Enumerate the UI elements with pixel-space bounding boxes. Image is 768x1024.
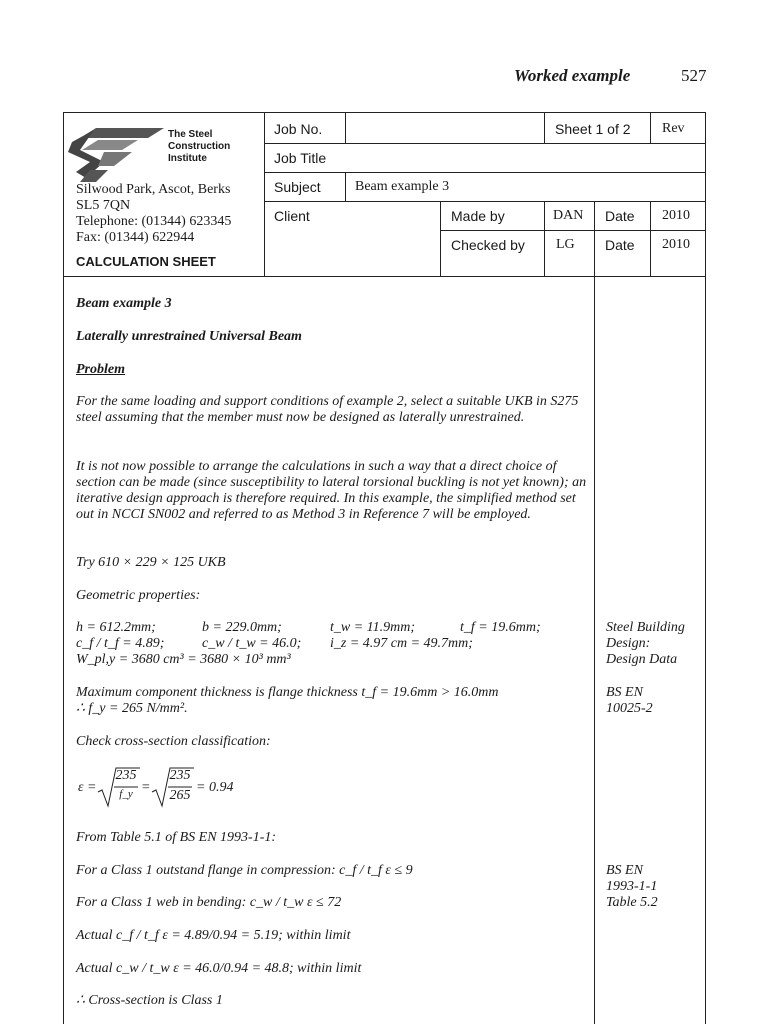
conclusion: ∴ Cross-section is Class 1: [76, 993, 223, 1008]
calculation-sheet-label: CALCULATION SHEET: [76, 254, 216, 269]
problem-heading-text: Problem: [76, 362, 125, 377]
sheet-label: Sheet 1 of 2: [555, 121, 631, 137]
geom-cw-tw: c_w / t_w = 46.0;: [202, 636, 302, 651]
actual-web-check: Actual c_w / t_w ε = 46.0/0.94 = 48.8; within limit: [76, 961, 362, 976]
geom-cf-tf: c_f / t_f = 4.89;: [76, 636, 165, 651]
geom-h: h = 612.2mm;: [76, 620, 156, 635]
date-label-2: Date: [605, 237, 635, 253]
frame-top: [63, 112, 705, 113]
job-no-label: Job No.: [274, 121, 323, 137]
table-reference: From Table 5.1 of BS EN 1993-1-1:: [76, 830, 277, 845]
jobno-divider: [345, 112, 346, 143]
client-label: Client: [274, 208, 310, 224]
address-line-4: Fax: (01344) 622944: [76, 230, 195, 245]
subject-divider: [345, 172, 346, 201]
geom-b: b = 229.0mm;: [202, 620, 282, 635]
geom-tw: t_w = 11.9mm;: [330, 620, 416, 635]
side-ref-1-line-3: Design Data: [606, 652, 678, 667]
geometric-heading: Geometric properties:: [76, 588, 201, 603]
logo-line-3: Institute: [168, 153, 207, 164]
page-number: 527: [681, 66, 707, 85]
made-divider: [544, 201, 545, 276]
made-by-value: DAN: [553, 208, 584, 223]
made-by-label: Made by: [451, 208, 505, 224]
rev-label: Rev: [662, 121, 685, 136]
problem-heading: [76, 362, 588, 378]
sci-logo: [68, 126, 164, 184]
subject-value: Beam example 3: [355, 179, 450, 194]
client-divider: [440, 201, 441, 276]
row-line-1: [264, 143, 705, 144]
epsilon-den-1: f_y: [119, 788, 133, 800]
epsilon-den-2: 265: [169, 788, 191, 803]
date-divider: [650, 201, 651, 276]
checked-by-value: LG: [556, 237, 575, 252]
class1-web-limit: For a Class 1 web in bending: c_w / t_w ε ≤ 72: [76, 895, 342, 910]
side-ref-bs-en-10025: [606, 685, 702, 717]
problem-paragraph: For the same loading and support conditions of example 2, select a suitable UKB in S275 steel assuming that the member must now be designed as laterally unrestrained.: [76, 394, 579, 425]
side-ref-design-data: [606, 620, 702, 668]
value-divider: [594, 201, 595, 276]
row-line-2: [264, 172, 705, 173]
geom-tf: t_f = 19.6mm;: [460, 620, 541, 635]
date-value-2: 2010: [662, 237, 690, 252]
side-ref-3-line-3: Table 5.2: [606, 895, 658, 910]
side-ref-1-line-1: Steel Building: [606, 620, 685, 635]
side-ref-3-line-1: BS EN: [606, 863, 643, 878]
frame-left: [63, 112, 64, 1024]
geom-wpl: W_pl,y = 3680 cm³ = 3680 × 10³ mm³: [76, 652, 291, 667]
side-ref-bs-en-1993: [606, 863, 702, 911]
date-value-1: 2010: [662, 208, 690, 223]
checked-by-label: Checked by: [451, 237, 525, 253]
side-ref-2-line-1: BS EN: [606, 685, 643, 700]
header-bottom-line: [63, 276, 705, 277]
try-section: Try 610 × 229 × 125 UKB: [76, 555, 226, 570]
address-line-1: Silwood Park, Ascot, Berks: [76, 182, 231, 197]
example-title: Beam example 3: [76, 296, 172, 311]
sci-logo-icon: [68, 126, 164, 184]
row-line-4: [440, 230, 705, 231]
rev-divider: [650, 112, 651, 143]
job-title-label: Job Title: [274, 150, 327, 166]
side-ref-3-line-2: 1993-1-1: [606, 879, 658, 894]
row-line-3: [264, 201, 705, 202]
epsilon-lhs: ε =: [78, 780, 97, 795]
epsilon-num-1: 235: [115, 768, 137, 783]
epsilon-equals: =: [141, 780, 151, 795]
method-paragraph: It is not now possible to arrange the calculations in such a way that a direct choice of section can be made (since susceptibility to lateral torsional buckling is not yet known); an iterative design approach is therefore required. In this example, the simplified method set out in NCCI SN002 and referred to as Method 3 in Reference 7 will be employed.: [76, 459, 587, 522]
logo-line-1: The Steel: [168, 129, 213, 140]
logo-line-2: Construction: [168, 141, 231, 152]
check-classification: Check cross-section classification:: [76, 734, 271, 749]
address-line-3: Telephone: (01344) 623345: [76, 214, 232, 229]
sheet-divider: [544, 112, 545, 143]
running-title: Worked example: [514, 66, 631, 85]
side-ref-2-line-2: 10025-2: [606, 701, 653, 716]
side-column-line: [594, 276, 595, 1024]
logo-text: [168, 129, 230, 165]
epsilon-num-2: 235: [169, 768, 191, 783]
frame-right: [705, 112, 706, 1024]
epsilon-result: = 0.94: [196, 780, 234, 795]
max-thickness-line: Maximum component thickness is flange thickness t_f = 19.6mm > 16.0mm: [76, 685, 499, 700]
actual-flange-check: Actual c_f / t_f ε = 4.89/0.94 = 5.19; within limit: [76, 928, 351, 943]
class1-flange-limit: For a Class 1 outstand flange in compression: c_f / t_f ε ≤ 9: [76, 863, 413, 878]
fy-line: ∴ f_y = 265 N/mm².: [76, 701, 188, 716]
subject-label: Subject: [274, 179, 321, 195]
example-subtitle: Laterally unrestrained Universal Beam: [76, 329, 302, 344]
address-line-2: SL5 7QN: [76, 198, 131, 213]
geom-iz: i_z = 4.97 cm = 49.7mm;: [330, 636, 473, 651]
side-ref-1-line-2: Design:: [606, 636, 651, 651]
date-label-1: Date: [605, 208, 635, 224]
header-divider: [264, 112, 265, 276]
